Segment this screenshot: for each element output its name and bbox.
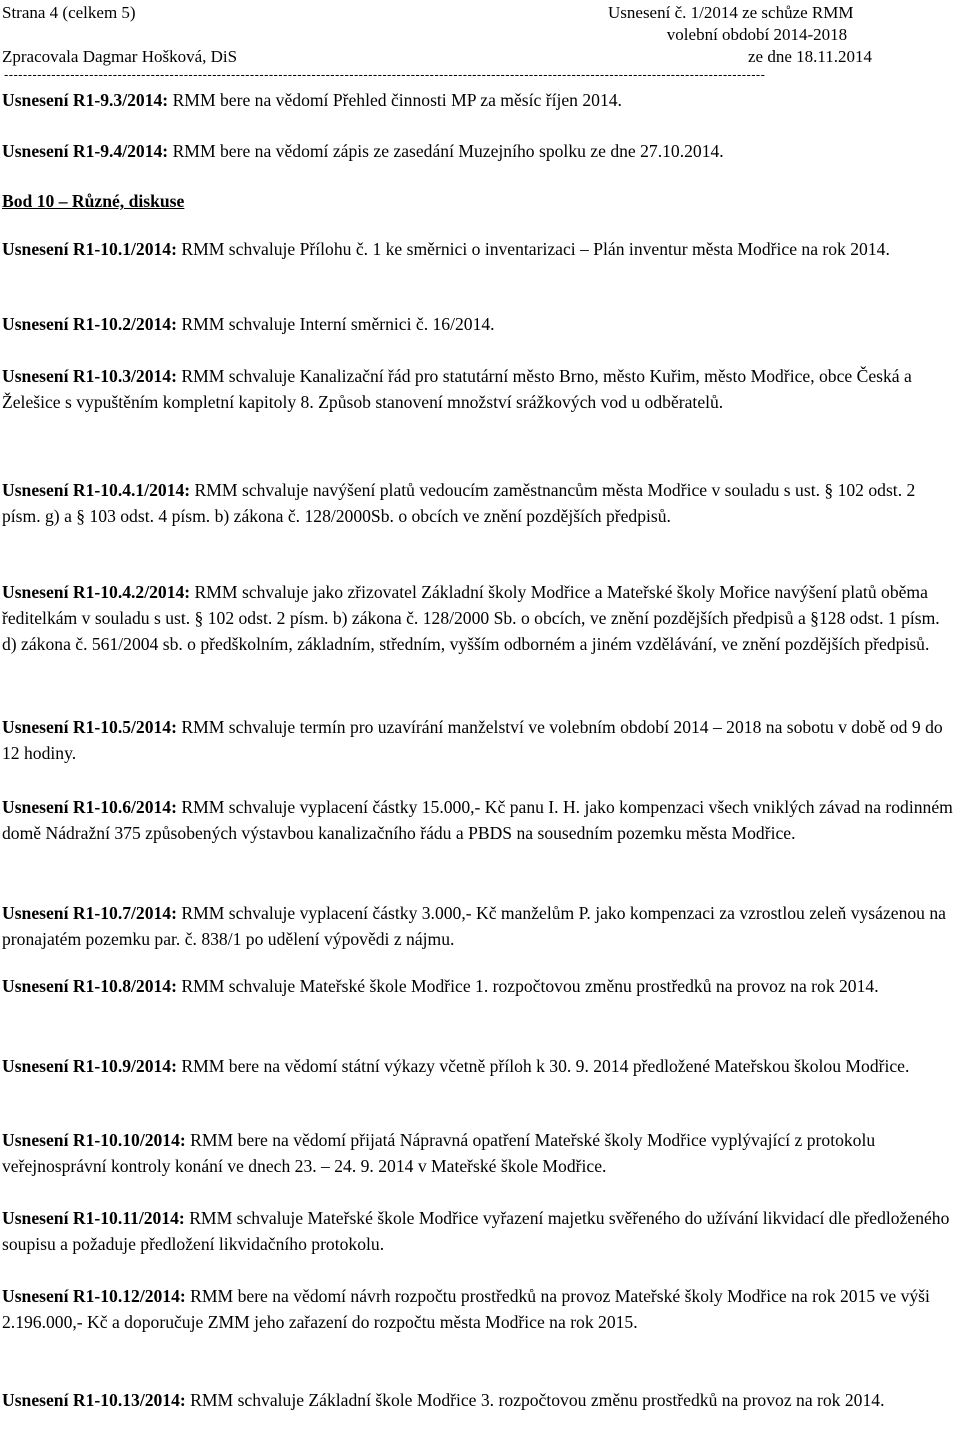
resolution-r1-10-5 xyxy=(2,715,954,767)
resolution-label: Usnesení R1-10.9/2014: xyxy=(2,1056,177,1076)
resolution-label: Usnesení R1-10.7/2014: xyxy=(2,903,177,923)
electoral-term: volební období 2014-2018 xyxy=(666,25,848,44)
resolution-r1-10-12 xyxy=(2,1284,954,1336)
page-header xyxy=(2,2,958,80)
page-info: Strana 4 (celkem 5) xyxy=(2,3,136,22)
resolution-text: RMM bere na vědomí zápis ze zasedání Muzejního spolku ze dne 27.10.2014. xyxy=(168,141,724,161)
resolution-text: RMM bere na vědomí návrh rozpočtu prostředků na provoz Mateřské školy Modřice na rok 2015 ve výši 2.196.000,- Kč a doporučuje ZMM jeho zařazení do rozpočtu města Modřice na rok 2015. xyxy=(2,1286,930,1332)
resolution-r1-9-4 xyxy=(2,139,954,165)
meeting-date: ze dne 18.11.2014 xyxy=(748,47,873,66)
resolution-label: Usnesení R1-10.11/2014: xyxy=(2,1208,185,1228)
resolution-text: RMM schvaluje Mateřské škole Modřice vyřazení majetku svěřeného do užívání likvidací dle předloženého soupisu a požaduje předložení likvidačního protokolu. xyxy=(2,1208,950,1254)
resolution-label: Usnesení R1-10.2/2014: xyxy=(2,314,177,334)
section-title xyxy=(2,189,954,215)
header-separator: ----------------------------------------------------------------------------------------------------------------------------------------------------------------- xyxy=(4,68,766,82)
resolution-label: Usnesení R1-10.12/2014: xyxy=(2,1286,186,1306)
section-heading: Bod 10 – Různé, diskuse xyxy=(2,191,185,211)
resolution-text: RMM schvaluje termín pro uzavírání manželství ve volebním období 2014 – 2018 na sobotu v době od 9 do 12 hodiny. xyxy=(2,717,943,763)
resolution-r1-10-13 xyxy=(2,1388,954,1414)
resolution-label: Usnesení R1-10.4.1/2014: xyxy=(2,480,191,500)
resolution-text: RMM bere na vědomí přijatá Nápravná opatření Mateřské školy Modřice vyplývající z protokolu veřejnosprávní kontroly konání ve dnech 23. – 24. 9. 2014 v Mateřské škole Modřice. xyxy=(2,1130,876,1176)
resolution-title: Usnesení č. 1/2014 ze schůze RMM xyxy=(608,3,854,22)
resolution-text: RMM schvaluje navýšení platů vedoucím zaměstnancům města Modřice v souladu s ust. § 102 odst. 2 písm. g) a § 103 odst. 4 písm. b) zákona č. 128/2000Sb. o obcích ve znění pozdějších předpisů. xyxy=(2,480,916,526)
author: Zpracovala Dagmar Hošková, DiS xyxy=(2,47,238,66)
resolution-text: RMM schvaluje jako zřizovatel Základní školy Modřice a Mateřské školy Mořice navýšení platů oběma ředitelkám v souladu s ust. § 102 odst. 2 písm. b) zákona č. 128/2000 Sb. o obcích, ve znění pozdějších předpisů a §128 odst. 1 písm. d) zákona č. 561/2004 sb. o předškolním, základním, středním, vyšším odborném a jiném vzdělávání, ve znění pozdějších předpisů. xyxy=(2,582,940,654)
resolution-label: Usnesení R1-10.13/2014: xyxy=(2,1390,186,1410)
resolution-label: Usnesení R1-9.3/2014: xyxy=(2,90,169,110)
resolution-text: RMM schvaluje vyplacení částky 3.000,- Kč manželům P. jako kompenzaci za vzrostlou zeleň vysázenou na pronajatém pozemku par. č. 838/1 po udělení výpovědi z nájmu. xyxy=(2,903,946,949)
resolution-text: RMM schvaluje vyplacení částky 15.000,- Kč panu I. H. jako kompenzaci všech vniklých závad na rodinném domě Nádražní 375 způsobených výstavbou kanalizačního řádu a PBDS na sousedním pozemku města Modřice. xyxy=(2,797,953,843)
resolution-label: Usnesení R1-10.1/2014: xyxy=(2,239,177,259)
resolution-text: RMM schvaluje Interní směrnici č. 16/2014. xyxy=(176,314,495,334)
resolution-text: RMM bere na vědomí státní výkazy včetně příloh k 30. 9. 2014 předložené Mateřskou školou Modřice. xyxy=(176,1056,910,1076)
resolution-label: Usnesení R1-10.8/2014: xyxy=(2,976,177,996)
resolution-r1-10-11 xyxy=(2,1206,954,1258)
resolution-r1-10-7 xyxy=(2,901,954,953)
resolution-label: Usnesení R1-10.10/2014: xyxy=(2,1130,186,1150)
resolution-r1-10-1 xyxy=(2,237,954,263)
resolution-r1-9-3 xyxy=(2,88,954,114)
resolution-text: RMM schvaluje Přílohu č. 1 ke směrnici o inventarizaci – Plán inventur města Modřice na rok 2014. xyxy=(176,239,890,259)
resolution-label: Usnesení R1-10.6/2014: xyxy=(2,797,177,817)
resolution-r1-10-6 xyxy=(2,795,954,847)
resolution-r1-10-8 xyxy=(2,974,954,1000)
resolution-r1-10-4-1 xyxy=(2,478,954,530)
resolution-r1-10-3 xyxy=(2,364,954,416)
resolution-label: Usnesení R1-10.5/2014: xyxy=(2,717,177,737)
resolution-text: RMM schvaluje Mateřské škole Modřice 1. rozpočtovou změnu prostředků na provoz na rok 2014. xyxy=(176,976,879,996)
resolution-r1-10-10 xyxy=(2,1128,954,1180)
resolution-text: RMM schvaluje Základní škole Modřice 3. rozpočtovou změnu prostředků na provoz na rok 2014. xyxy=(185,1390,885,1410)
resolution-r1-10-2 xyxy=(2,312,954,338)
resolution-text: RMM bere na vědomí Přehled činnosti MP za měsíc říjen 2014. xyxy=(168,90,622,110)
resolution-label: Usnesení R1-10.4.2/2014: xyxy=(2,582,191,602)
resolution-r1-10-4-2 xyxy=(2,580,954,657)
resolution-r1-10-9 xyxy=(2,1054,954,1080)
resolution-label: Usnesení R1-10.3/2014: xyxy=(2,366,177,386)
resolution-text: RMM schvaluje Kanalizační řád pro statutární město Brno, město Kuřim, město Modřice, obce Česká a Želešice s vypuštěním kompletní kapitoly 8. Způsob stanovení množství srážkových vod u odběratelů. xyxy=(2,366,912,412)
resolution-label: Usnesení R1-9.4/2014: xyxy=(2,141,169,161)
